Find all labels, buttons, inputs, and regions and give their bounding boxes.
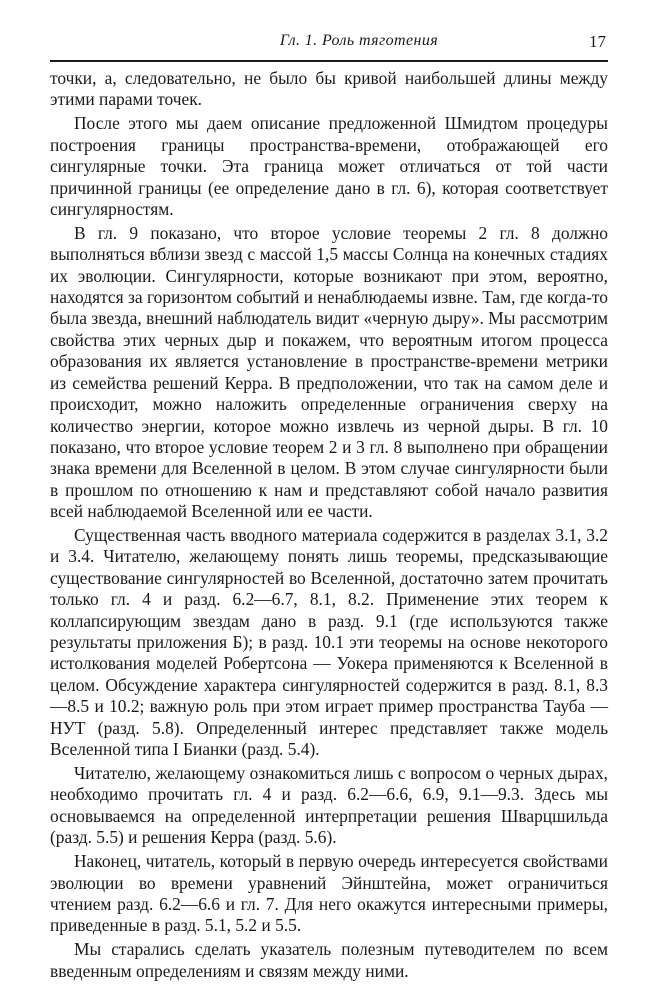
page-number: 17: [589, 32, 606, 51]
header-rule: [50, 60, 608, 62]
paragraph-black-holes: В гл. 9 показано, что второе условие теоремы 2 гл. 8 должно выполняться вблизи звезд с массой 1,5 массы Солнца на конечных стадиях их эволюции. Сингулярности, которые возникают при этом, вероятно, находятся за горизонтом событий и ненаблюдаемы извне. Там, где когда-то была звезда, внешний наблюдатель видит «черную дыру». Мы рассмотрим свойства этих черных дыр и покажем, что вероятным итогом процесса образования их является установление в пространстве-времени метрики из семейства решений Керра. В предположении, что так на самом деле и происходит, можно наложить определенные ограничения сверху на количество энергии, которое можно извлечь из черной дыры. В гл. 10 показано, что второе условие теорем 2 и 3 гл. 8 выполнено при обращении знака времени для Вселенной в целом. В этом случае сингулярности были в прошлом по отношению к нам и представляют собой начало развития всей наблюдаемой Вселенной или ее части.: [50, 222, 608, 522]
running-head: [50, 28, 608, 54]
body-text: [50, 68, 608, 982]
running-title: Гл. 1. Роль тяготения: [279, 32, 439, 49]
paragraph-black-hole-readers: Читателю, желающему ознакомиться лишь с вопросом о черных дырах, необходимо прочитать гл. 4 и разд. 6.2—6.6, 6.9, 9.1—9.3. Здесь мы основываемся на определенной интерпретации решения Шварцшильда (разд. 5.5) и решения Керра (разд. 5.6).: [50, 763, 608, 848]
paragraph-einstein-evolution: Наконец, читатель, который в первую очередь интересуется свойствами эволюции во времени уравнений Эйнштейна, может ограничиться чтением разд. 6.2—6.6 и гл. 7. Для него окажутся интересными примеры, приведенные в разд. 5.1, 5.2 и 5.5.: [50, 851, 608, 936]
paragraph-introductory-material: Существенная часть вводного материала содержится в разделах 3.1, 3.2 и 3.4. Читателю, желающему понять лишь теоремы, предсказывающие существование сингулярностей во Вселенной, достаточно затем прочитать только гл. 4 и разд. 6.2—6.7, 8.1, 8.2. Применение этих теорем к коллапсирующим звездам дано в разд. 9.1 (где используются также результаты приложения Б); в разд. 10.1 эти теоремы на основе некоторого истолкования моделей Робертсона — Уокера применяются к Вселенной в целом. Обсуждение характера сингулярностей содержится в разд. 8.1, 8.3—8.5 и 10.2; важную роль при этом играет пример пространства Тауба — НУТ (разд. 5.8). Определенный интерес представляет также модель Вселенной типа I Бианки (разд. 5.4).: [50, 525, 608, 760]
paragraph-index-guide: Мы старались сделать указатель полезным путеводителем по всем введенным определениям и связям между ними.: [50, 939, 608, 981]
paragraph-schmidt-boundary: После этого мы даем описание предложенной Шмидтом процедуры построения границы пространства-времени, отображающей его сингулярные точки. Эта граница может отличаться от той части причинной границы (ее определение дано в гл. 6), которая соответствует сингулярностям.: [50, 113, 608, 219]
paragraph-continuation: точки, а, следовательно, не было бы кривой наибольшей длины между этими парами точек.: [50, 68, 608, 110]
book-page: [50, 28, 608, 985]
